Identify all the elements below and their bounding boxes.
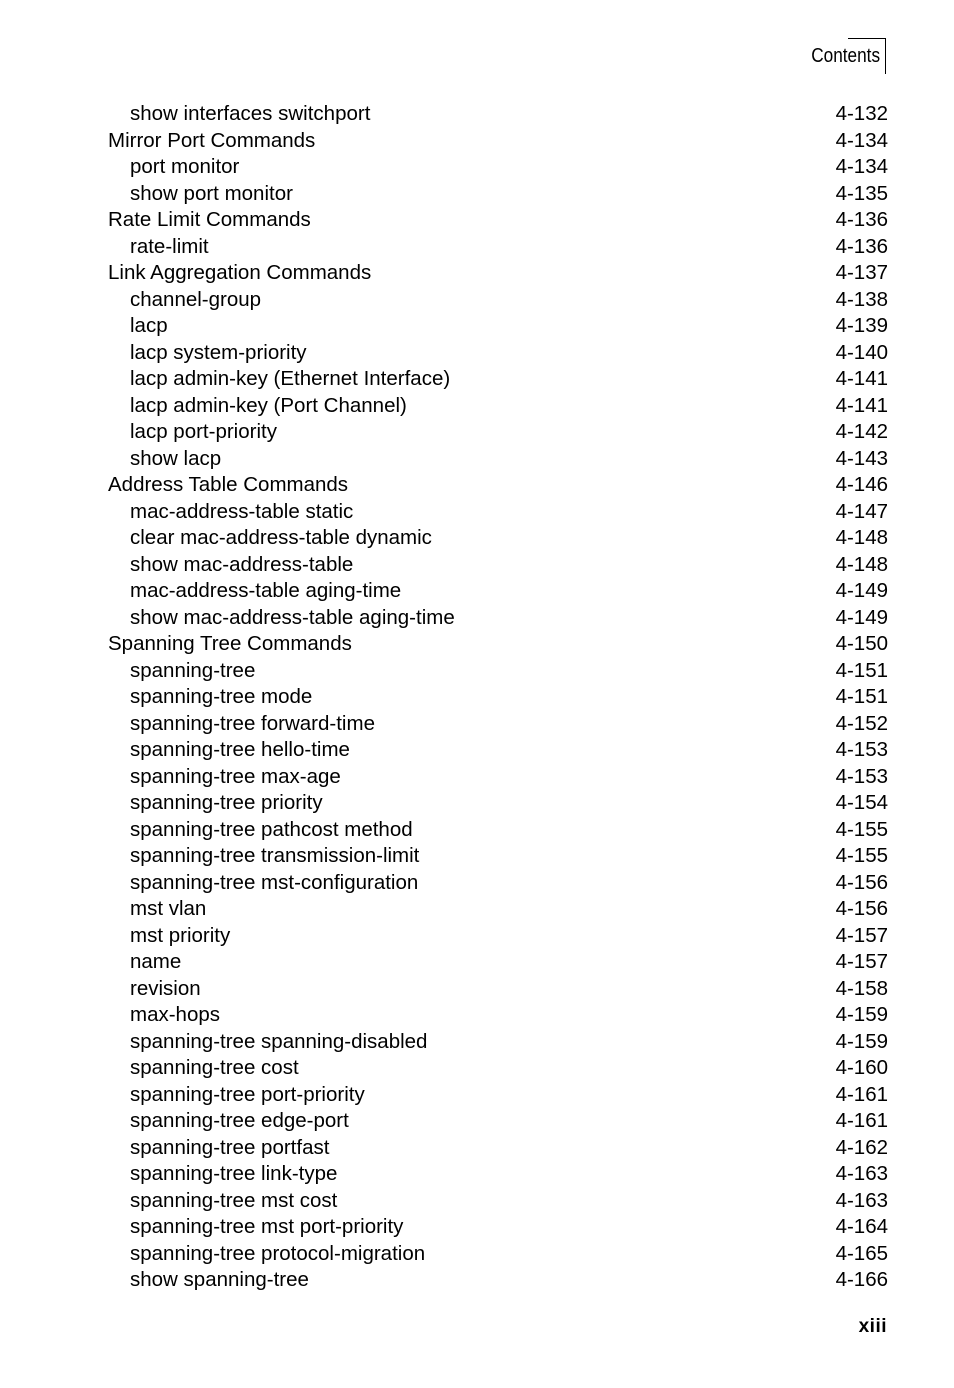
toc-entry-title: name — [130, 950, 182, 973]
toc-entry-title: lacp admin-key (Port Channel) — [130, 393, 407, 417]
toc-entry-title: Mirror Port Commands — [108, 128, 316, 152]
toc-entry-title: rate-limit — [130, 234, 209, 258]
toc-entry-title: spanning-tree transmission-limit — [130, 844, 420, 867]
toc-entry-page: 4-150 — [835, 632, 888, 655]
toc-entry-page: 4-141 — [835, 367, 888, 390]
toc-entry-page: 4-163 — [835, 1188, 888, 1212]
toc-entry-title: mac-address-table aging-time — [130, 579, 402, 602]
table-of-contents — [108, 101, 888, 1294]
toc-entry-page: 4-153 — [835, 738, 888, 761]
toc-entry-title: spanning-tree spanning-disabled — [130, 1029, 428, 1053]
toc-entry-title: spanning-tree edge-port — [130, 1109, 349, 1132]
toc-entry-page: 4-161 — [835, 1082, 888, 1106]
toc-entry-page: 4-149 — [835, 579, 888, 602]
toc-subentry[interactable] — [108, 605, 888, 632]
toc-subentry[interactable] — [108, 1214, 888, 1241]
toc-entry-title: lacp admin-key (Ethernet Interface) — [130, 367, 451, 390]
toc-entry-page: 4-148 — [835, 552, 888, 576]
toc-subentry[interactable] — [108, 525, 888, 552]
toc-entry-page: 4-154 — [835, 791, 888, 814]
toc-subentry[interactable] — [108, 101, 888, 128]
toc-subentry[interactable] — [108, 552, 888, 579]
toc-entry-title: spanning-tree — [130, 658, 256, 682]
toc-subentry[interactable] — [108, 976, 888, 1003]
toc-entry-page: 4-140 — [835, 340, 888, 364]
toc-entry-page: 4-166 — [835, 1268, 888, 1291]
toc-subentry[interactable] — [108, 287, 888, 314]
toc-subentry[interactable] — [108, 393, 888, 420]
running-header — [800, 38, 886, 74]
toc-subentry[interactable] — [108, 949, 888, 976]
toc-subentry[interactable] — [108, 499, 888, 526]
toc-subentry[interactable] — [108, 1135, 888, 1162]
toc-subentry[interactable] — [108, 446, 888, 473]
toc-subentry[interactable] — [108, 1267, 888, 1294]
toc-entry-page: 4-161 — [835, 1109, 888, 1132]
toc-entry-page: 4-159 — [835, 1029, 888, 1053]
toc-subentry[interactable] — [108, 1241, 888, 1268]
toc-entry-title: spanning-tree mst cost — [130, 1188, 338, 1212]
toc-entry-page: 4-137 — [835, 261, 888, 284]
toc-entry-page: 4-160 — [835, 1056, 888, 1079]
toc-subentry[interactable] — [108, 1108, 888, 1135]
toc-entry-page: 4-163 — [835, 1162, 888, 1185]
toc-section-entry[interactable] — [108, 472, 888, 499]
toc-entry-title: lacp port-priority — [130, 420, 277, 443]
toc-entry-page: 4-157 — [835, 950, 888, 973]
toc-section-entry[interactable] — [108, 631, 888, 658]
toc-entry-title: show mac-address-table aging-time — [130, 605, 455, 629]
toc-entry-title: spanning-tree portfast — [130, 1135, 330, 1159]
toc-subentry[interactable] — [108, 896, 888, 923]
toc-subentry[interactable] — [108, 843, 888, 870]
toc-entry-title: Address Table Commands — [108, 473, 349, 496]
toc-entry-title: port monitor — [130, 155, 240, 178]
toc-entry-page: 4-151 — [835, 658, 888, 682]
toc-entry-page: 4-141 — [835, 393, 888, 417]
toc-entry-page: 4-136 — [835, 234, 888, 258]
toc-entry-title: Link Aggregation Commands — [108, 261, 372, 284]
toc-subentry[interactable] — [108, 578, 888, 605]
toc-entry-page: 4-148 — [835, 526, 888, 549]
toc-entry-title: spanning-tree mst port-priority — [130, 1215, 404, 1238]
toc-entry-page: 4-152 — [835, 711, 888, 735]
toc-subentry[interactable] — [108, 1161, 888, 1188]
toc-entry-title: spanning-tree hello-time — [130, 738, 350, 761]
toc-entry-title: spanning-tree max-age — [130, 764, 341, 788]
toc-subentry[interactable] — [108, 790, 888, 817]
toc-entry-page: 4-134 — [835, 128, 888, 152]
toc-entry-page: 4-153 — [835, 764, 888, 788]
toc-entry-page: 4-138 — [835, 287, 888, 311]
toc-entry-title: spanning-tree priority — [130, 791, 323, 814]
toc-entry-title: show mac-address-table — [130, 552, 354, 576]
toc-entry-title: spanning-tree cost — [130, 1056, 299, 1079]
toc-entry-title: show port monitor — [130, 181, 293, 205]
toc-entry-title: clear mac-address-table dynamic — [130, 526, 432, 549]
toc-entry-title: show interfaces switchport — [130, 102, 371, 125]
toc-entry-page: 4-132 — [835, 102, 888, 125]
toc-entry-title: spanning-tree mode — [130, 685, 313, 708]
page-number: xiii — [858, 1316, 887, 1337]
toc-entry-page: 4-165 — [835, 1241, 888, 1265]
toc-entry-title: show spanning-tree — [130, 1268, 309, 1291]
toc-entry-page: 4-139 — [835, 314, 888, 337]
toc-subentry[interactable] — [108, 1188, 888, 1215]
toc-entry-title: max-hops — [130, 1003, 221, 1026]
toc-entry-page: 4-142 — [835, 420, 888, 443]
toc-entry-title: channel-group — [130, 287, 262, 311]
toc-subentry[interactable] — [108, 366, 888, 393]
toc-entry-page: 4-159 — [835, 1003, 888, 1026]
toc-section-entry[interactable] — [108, 260, 888, 287]
toc-entry-title: spanning-tree pathcost method — [130, 817, 413, 841]
toc-subentry[interactable] — [108, 658, 888, 685]
toc-entry-title: spanning-tree forward-time — [130, 711, 375, 735]
toc-entry-title: mac-address-table static — [130, 499, 354, 523]
toc-entry-page: 4-156 — [835, 897, 888, 920]
toc-entry-page: 4-155 — [835, 844, 888, 867]
toc-entry-page: 4-143 — [835, 446, 888, 470]
toc-entry-title: Spanning Tree Commands — [108, 632, 352, 655]
toc-subentry[interactable] — [108, 1029, 888, 1056]
toc-section-entry[interactable] — [108, 128, 888, 155]
toc-section-entry[interactable] — [108, 207, 888, 234]
toc-entry-page: 4-158 — [835, 976, 888, 1000]
toc-entry-title: lacp — [130, 314, 168, 337]
toc-subentry[interactable] — [108, 923, 888, 950]
header-title: Contents — [811, 44, 880, 67]
toc-entry-page: 4-149 — [835, 605, 888, 629]
toc-entry-page: 4-146 — [835, 473, 888, 496]
toc-entry-title: lacp system-priority — [130, 340, 307, 364]
toc-entry-page: 4-134 — [835, 155, 888, 178]
toc-entry-title: mst priority — [130, 923, 231, 947]
toc-entry-title: show lacp — [130, 446, 222, 470]
toc-subentry[interactable] — [108, 870, 888, 897]
toc-entry-page: 4-151 — [835, 685, 888, 708]
toc-subentry[interactable] — [108, 711, 888, 738]
toc-subentry[interactable] — [108, 817, 888, 844]
toc-subentry[interactable] — [108, 764, 888, 791]
toc-entry-page: 4-155 — [835, 817, 888, 841]
toc-subentry[interactable] — [108, 419, 888, 446]
toc-entry-page: 4-162 — [835, 1135, 888, 1159]
toc-subentry[interactable] — [108, 1002, 888, 1029]
toc-entry-page: 4-135 — [835, 181, 888, 205]
toc-subentry[interactable] — [108, 154, 888, 181]
toc-subentry[interactable] — [108, 313, 888, 340]
toc-entry-page: 4-147 — [835, 499, 888, 523]
toc-entry-title: spanning-tree protocol-migration — [130, 1241, 426, 1265]
toc-entry-title: Rate Limit Commands — [108, 208, 311, 231]
toc-subentry[interactable] — [108, 1082, 888, 1109]
toc-entry-page: 4-157 — [835, 923, 888, 947]
toc-subentry[interactable] — [108, 234, 888, 261]
toc-subentry[interactable] — [108, 737, 888, 764]
toc-entry-page: 4-156 — [835, 870, 888, 894]
toc-subentry[interactable] — [108, 340, 888, 367]
toc-entry-title: revision — [130, 976, 201, 1000]
toc-subentry[interactable] — [108, 181, 888, 208]
toc-entry-title: spanning-tree mst-configuration — [130, 870, 419, 894]
toc-entry-page: 4-136 — [835, 208, 888, 231]
toc-entry-title: spanning-tree port-priority — [130, 1082, 365, 1106]
toc-subentry[interactable] — [108, 684, 888, 711]
toc-entry-page: 4-164 — [835, 1215, 888, 1238]
toc-entry-title: mst vlan — [130, 897, 207, 920]
toc-entry-title: spanning-tree link-type — [130, 1162, 338, 1185]
toc-subentry[interactable] — [108, 1055, 888, 1082]
